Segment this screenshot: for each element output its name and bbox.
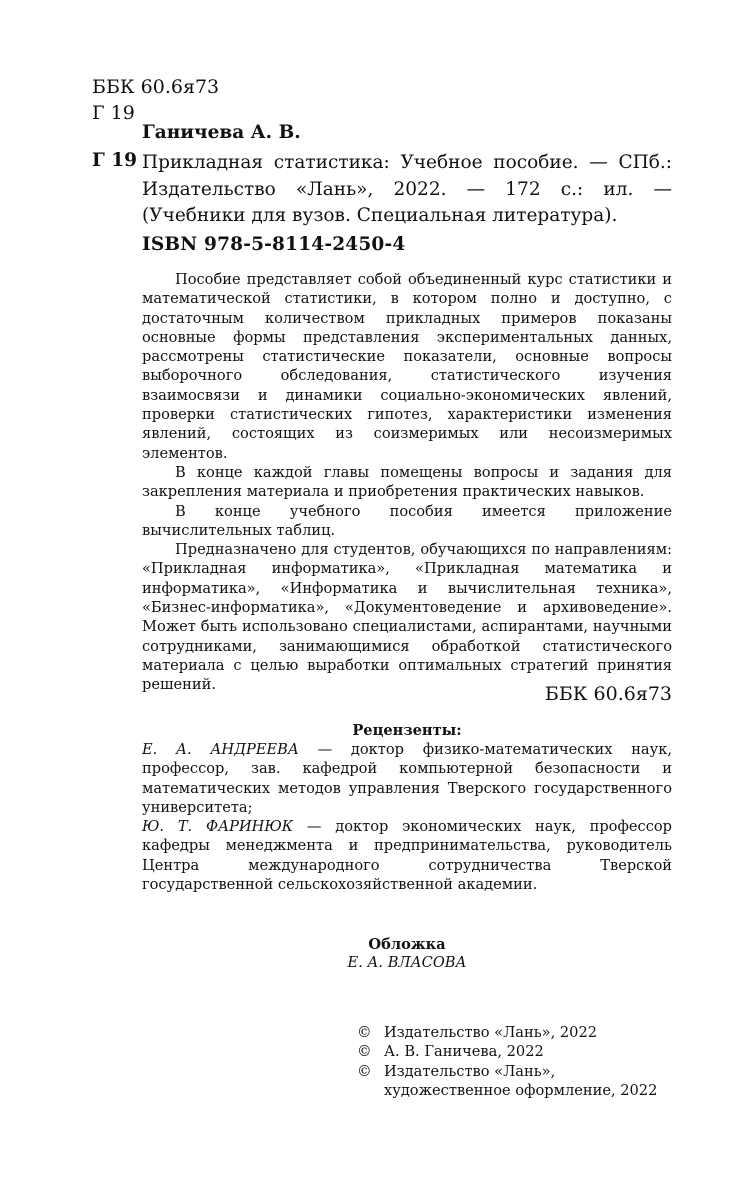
annotation-paragraph: Предназначено для студентов, обучающихся по направлениям: «Прикладная информатика», «Прикладная математика и информатика», «Информатика и вычислительная техника», «Бизнес-информатика», «Документоведение и архивоведение». Может быть использовано специалистами, аспирантами, научными сотрудниками, занимающимися обработкой статистического материала с целью выработки оптимальных стратегий принятия решений. bbox=[142, 541, 672, 694]
reviewer-entry bbox=[142, 740, 672, 817]
reviewer-name: Ю. Т. ФАРИНЮК bbox=[142, 818, 294, 836]
entry-code: Г 19 bbox=[92, 150, 137, 171]
annotation-paragraph: В конце каждой главы помещены вопросы и задания для закрепления материала и приобретения практических навыков. bbox=[142, 463, 672, 501]
annotation bbox=[142, 270, 672, 695]
copyright-icon: © bbox=[357, 1024, 372, 1041]
copyright-icon: © bbox=[357, 1043, 372, 1061]
copyright-line bbox=[357, 1023, 677, 1042]
annotation-paragraph: В конце учебного пособия имеется приложение вычислительных таблиц. bbox=[142, 502, 672, 539]
bbk-index: ББК 60.6я73 bbox=[92, 76, 220, 98]
copyright-text: Издательство «Лань», 2022 bbox=[384, 1024, 598, 1041]
copyright-icon: © bbox=[357, 1062, 372, 1080]
copyright-text: Издательство «Лань», художественное оформление, 2022 bbox=[384, 1062, 658, 1099]
author-code: Г 19 bbox=[92, 102, 135, 124]
cover-heading: Обложка bbox=[368, 936, 446, 953]
bbk-footer-index: ББК 60.6я73 bbox=[544, 683, 672, 705]
bibliographic-title: Прикладная статистика: Учебное пособие. — СПб.: Издательство «Лань», 2022. — 172 с.: ил. — (Учебники для вузов. Специальная литература). bbox=[142, 152, 672, 226]
author-name: Ганичева А. В. bbox=[142, 122, 301, 143]
reviewer-description: — доктор физико-математических наук, профессор, зав. кафедрой компьютерной безопасности и математических методов управления Тверского государственного университета; bbox=[142, 741, 672, 816]
copyright-line bbox=[357, 1042, 677, 1061]
reviewer-entry bbox=[142, 817, 672, 894]
bbk-header bbox=[92, 74, 219, 126]
copyright-block bbox=[357, 1023, 677, 1100]
annotation-paragraph: Пособие представляет собой объединенный курс статистики и математической статистики, в котором полно и доступно, с достаточным количеством прикладных примеров показаны основные формы представления экспериментальных данных, рассмотрены статистические показатели, основные вопросы выборочного обследования, статистического изучения взаимосвязи и динамики социально-экономических явлений, проверки статистических гипотез, характеристики изменения явлений, состоящих из соизмеримых или несоизмеримых элементов. bbox=[142, 271, 672, 462]
reviewers-heading: Рецензенты: bbox=[352, 722, 462, 739]
reviewer-description: — доктор экономических наук, профессор кафедры менеджмента и предпринимательства, руководитель Центра международного сотрудничества Тверской государственной сельскохозяйственной академии. bbox=[142, 818, 672, 894]
cover-designer: Е. А. ВЛАСОВА bbox=[347, 954, 467, 971]
copyright-line bbox=[357, 1062, 677, 1101]
reviewer-name: Е. А. АНДРЕЕВА bbox=[142, 741, 299, 758]
reviewers-list bbox=[142, 740, 672, 894]
copyright-text: А. В. Ганичева, 2022 bbox=[384, 1043, 544, 1061]
isbn: ISBN 978-5-8114-2450-4 bbox=[142, 234, 406, 255]
